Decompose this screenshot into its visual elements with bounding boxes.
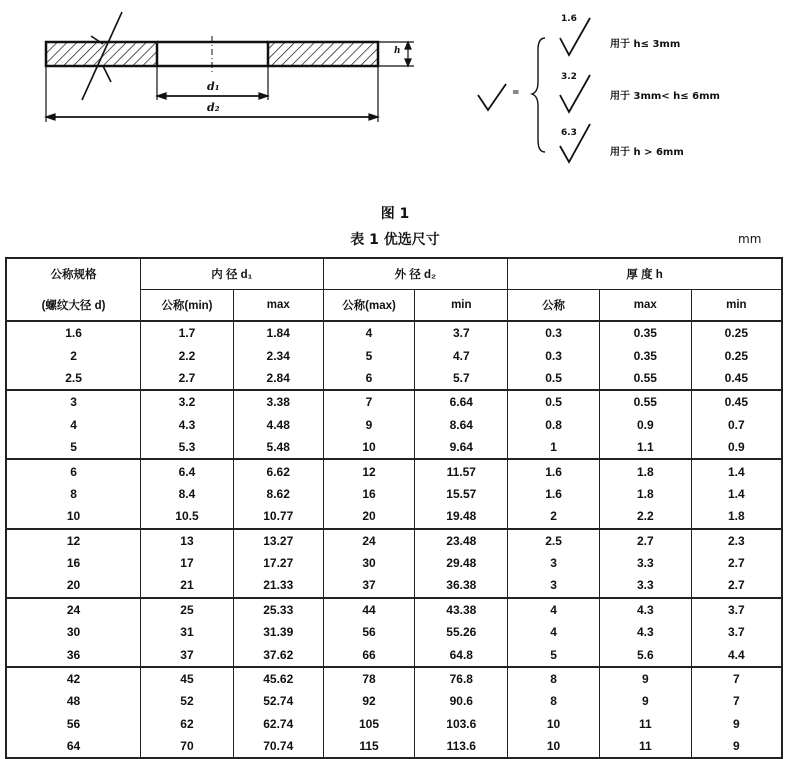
table-cell: 76.8 [415, 667, 508, 690]
equals-sign: = [512, 88, 520, 98]
figure-caption: 图 1 [380, 206, 410, 222]
table-cell: 0.45 [691, 367, 782, 390]
table-cell: 10 [508, 735, 600, 758]
table-cell: 7 [691, 667, 782, 690]
table-cell: 1.6 [508, 483, 600, 505]
table-cell: 2 [6, 344, 141, 366]
table-cell: 9 [691, 735, 782, 758]
table-cell: 42 [6, 667, 141, 690]
table-cell: 3.2 [141, 390, 234, 413]
header-spec: 公称规格 [6, 258, 141, 290]
table-cell: 15.57 [415, 483, 508, 505]
table-cell: 10 [6, 505, 141, 528]
table-cell: 70 [141, 735, 234, 758]
table-cell: 4.4 [691, 643, 782, 666]
table-cell: 7 [691, 690, 782, 712]
table-cell: 2.2 [141, 344, 234, 366]
table-row [6, 621, 782, 643]
table-cell: 64 [6, 735, 141, 758]
table-cell: 36 [6, 643, 141, 666]
table-cell: 4.3 [141, 414, 234, 436]
table-cell: 8 [508, 667, 600, 690]
table-cell: 37 [323, 574, 415, 597]
table-cell: 11 [599, 735, 691, 758]
table-cell: 2.84 [233, 367, 323, 390]
table-cell: 8.4 [141, 483, 234, 505]
table-cell: 5 [6, 436, 141, 459]
table-row [6, 367, 782, 390]
table-cell: 24 [6, 598, 141, 621]
table-cell: 2.7 [691, 552, 782, 574]
table-cell: 0.25 [691, 321, 782, 344]
table-cell: 0.3 [508, 344, 600, 366]
table-cell: 9 [599, 690, 691, 712]
table-cell: 16 [323, 483, 415, 505]
table-cell: 31 [141, 621, 234, 643]
roughness-value-2: 3.2 [561, 72, 577, 82]
brace-icon [532, 38, 545, 152]
table-cell: 13.27 [233, 529, 323, 552]
table-cell: 3 [508, 552, 600, 574]
table-cell: 4 [508, 621, 600, 643]
roughness-value-1: 1.6 [561, 14, 577, 24]
table-caption: 表 1 优选尺寸 [350, 232, 440, 248]
table-row [6, 598, 782, 621]
table-cell: 25 [141, 598, 234, 621]
table-cell: 30 [323, 552, 415, 574]
table-cell: 105 [323, 713, 415, 735]
table-cell: 8 [508, 690, 600, 712]
table-cell: 9.64 [415, 436, 508, 459]
table-row [6, 483, 782, 505]
table-cell: 5.7 [415, 367, 508, 390]
table-cell: 1.4 [691, 483, 782, 505]
header-thickness: 厚 度 h [508, 258, 782, 290]
table-row [6, 414, 782, 436]
table-row [6, 690, 782, 712]
table-cell: 1.8 [691, 505, 782, 528]
table-cell: 0.55 [599, 367, 691, 390]
table-cell: 13 [141, 529, 234, 552]
table-cell: 6 [6, 459, 141, 482]
table-cell: 3.7 [415, 321, 508, 344]
table-cell: 4.48 [233, 414, 323, 436]
roughness-note-3: 用于 h > 6mm [610, 147, 684, 158]
check-mark-icon [478, 84, 506, 110]
table-cell: 16 [6, 552, 141, 574]
table-cell: 17 [141, 552, 234, 574]
table-cell: 43.38 [415, 598, 508, 621]
table-cell: 37.62 [233, 643, 323, 666]
table-cell: 5.48 [233, 436, 323, 459]
table-cell: 0.35 [599, 321, 691, 344]
table-cell: 6.62 [233, 459, 323, 482]
table-cell: 113.6 [415, 735, 508, 758]
table-cell: 6 [323, 367, 415, 390]
table-cell: 2.7 [691, 574, 782, 597]
table-cell: 29.48 [415, 552, 508, 574]
table-cell: 4.3 [599, 621, 691, 643]
table-cell: 36.38 [415, 574, 508, 597]
table-cell: 0.9 [691, 436, 782, 459]
table-cell: 56 [6, 713, 141, 735]
table-cell: 66 [323, 643, 415, 666]
table-cell: 9 [323, 414, 415, 436]
table-cell: 9 [599, 667, 691, 690]
table-cell: 64.8 [415, 643, 508, 666]
table-cell: 1.84 [233, 321, 323, 344]
table-cell: 103.6 [415, 713, 508, 735]
table-row [6, 643, 782, 666]
table-cell: 5 [323, 344, 415, 366]
table-cell: 12 [323, 459, 415, 482]
table-cell: 21.33 [233, 574, 323, 597]
table-cell: 0.3 [508, 321, 600, 344]
table-cell: 55.26 [415, 621, 508, 643]
roughness-note-2: 用于 3mm< h≤ 6mm [610, 91, 720, 102]
table-row [6, 574, 782, 597]
table-cell: 2.2 [599, 505, 691, 528]
table-cell: 62.74 [233, 713, 323, 735]
table-cell: 70.74 [233, 735, 323, 758]
table-cell: 11.57 [415, 459, 508, 482]
table-cell: 62 [141, 713, 234, 735]
header-outer-diameter: 外 径 d₂ [323, 258, 508, 290]
table-cell: 6.64 [415, 390, 508, 413]
table-cell: 52.74 [233, 690, 323, 712]
table-cell: 8 [6, 483, 141, 505]
table-cell: 0.35 [599, 344, 691, 366]
table-cell: 45 [141, 667, 234, 690]
table-cell: 1.6 [508, 459, 600, 482]
table-cell: 21 [141, 574, 234, 597]
table-cell: 1.1 [599, 436, 691, 459]
subheader: min [415, 290, 508, 322]
table-cell: 10 [323, 436, 415, 459]
table-cell: 2.3 [691, 529, 782, 552]
table-cell: 2.5 [508, 529, 600, 552]
table-cell: 23.48 [415, 529, 508, 552]
table-cell: 2.7 [599, 529, 691, 552]
dim-h-label: h [394, 46, 401, 56]
table-cell: 20 [323, 505, 415, 528]
table-cell: 0.7 [691, 414, 782, 436]
table-cell: 0.8 [508, 414, 600, 436]
table-cell: 30 [6, 621, 141, 643]
table-cell: 1.8 [599, 459, 691, 482]
table-cell: 3 [508, 574, 600, 597]
header-spec-sub: (螺纹大径 d) [6, 290, 141, 322]
table-cell: 0.5 [508, 390, 600, 413]
table-cell: 1 [508, 436, 600, 459]
table-cell: 7 [323, 390, 415, 413]
table-row [6, 436, 782, 459]
subheader: max [233, 290, 323, 322]
table-cell: 52 [141, 690, 234, 712]
table-cell: 5.6 [599, 643, 691, 666]
table-cell: 92 [323, 690, 415, 712]
subheader: min [691, 290, 782, 322]
table-row [6, 667, 782, 690]
table-cell: 3 [6, 390, 141, 413]
dim-d1-label: d₁ [207, 80, 220, 93]
table-cell: 10 [508, 713, 600, 735]
table-cell: 48 [6, 690, 141, 712]
table-unit: mm [738, 232, 762, 246]
table-cell: 8.62 [233, 483, 323, 505]
table-cell: 6.4 [141, 459, 234, 482]
table-cell: 11 [599, 713, 691, 735]
table-row [6, 552, 782, 574]
table-body [6, 321, 782, 758]
table-cell: 90.6 [415, 690, 508, 712]
table-cell: 3.3 [599, 574, 691, 597]
table-cell: 0.45 [691, 390, 782, 413]
table-cell: 2.5 [6, 367, 141, 390]
table-cell: 0.5 [508, 367, 600, 390]
table-cell: 4.7 [415, 344, 508, 366]
table-cell: 1.7 [141, 321, 234, 344]
table-cell: 8.64 [415, 414, 508, 436]
subheader: max [599, 290, 691, 322]
table-cell: 44 [323, 598, 415, 621]
table-cell: 45.62 [233, 667, 323, 690]
table-cell: 17.27 [233, 552, 323, 574]
table-cell: 24 [323, 529, 415, 552]
table-cell: 19.48 [415, 505, 508, 528]
subheader: 公称(min) [141, 290, 234, 322]
dim-d2-label: d₂ [207, 101, 220, 114]
table-cell: 37 [141, 643, 234, 666]
table-cell: 5.3 [141, 436, 234, 459]
table-cell: 4 [6, 414, 141, 436]
subheader: 公称 [508, 290, 600, 322]
table-row [6, 529, 782, 552]
table-row [6, 344, 782, 366]
table-cell: 20 [6, 574, 141, 597]
table-row [6, 735, 782, 758]
table-cell: 4 [508, 598, 600, 621]
table-cell: 5 [508, 643, 600, 666]
table-cell: 1.4 [691, 459, 782, 482]
roughness-note-1: 用于 h≤ 3mm [610, 39, 681, 50]
table-cell: 2 [508, 505, 600, 528]
roughness-legend [478, 18, 590, 162]
table-cell: 0.55 [599, 390, 691, 413]
roughness-value-3: 6.3 [561, 128, 577, 138]
table-cell: 10.5 [141, 505, 234, 528]
table-cell: 3.38 [233, 390, 323, 413]
table-row [6, 321, 782, 344]
table-row [6, 505, 782, 528]
table-row [6, 459, 782, 482]
table-cell: 2.34 [233, 344, 323, 366]
table-cell: 3.3 [599, 552, 691, 574]
table-cell: 1.6 [6, 321, 141, 344]
table-cell: 56 [323, 621, 415, 643]
table-cell: 3.7 [691, 621, 782, 643]
table-cell: 31.39 [233, 621, 323, 643]
table-cell: 1.8 [599, 483, 691, 505]
preferred-sizes-table [5, 257, 783, 759]
table-row [6, 390, 782, 413]
table-cell: 12 [6, 529, 141, 552]
table-row [6, 713, 782, 735]
table-cell: 25.33 [233, 598, 323, 621]
table-cell: 3.7 [691, 598, 782, 621]
table-cell: 2.7 [141, 367, 234, 390]
table-cell: 9 [691, 713, 782, 735]
table-cell: 115 [323, 735, 415, 758]
header-inner-diameter: 内 径 d₁ [141, 258, 324, 290]
table-cell: 4 [323, 321, 415, 344]
table-cell: 78 [323, 667, 415, 690]
table-cell: 10.77 [233, 505, 323, 528]
table-cell: 0.9 [599, 414, 691, 436]
table-cell: 0.25 [691, 344, 782, 366]
table-cell: 4.3 [599, 598, 691, 621]
subheader: 公称(max) [323, 290, 415, 322]
